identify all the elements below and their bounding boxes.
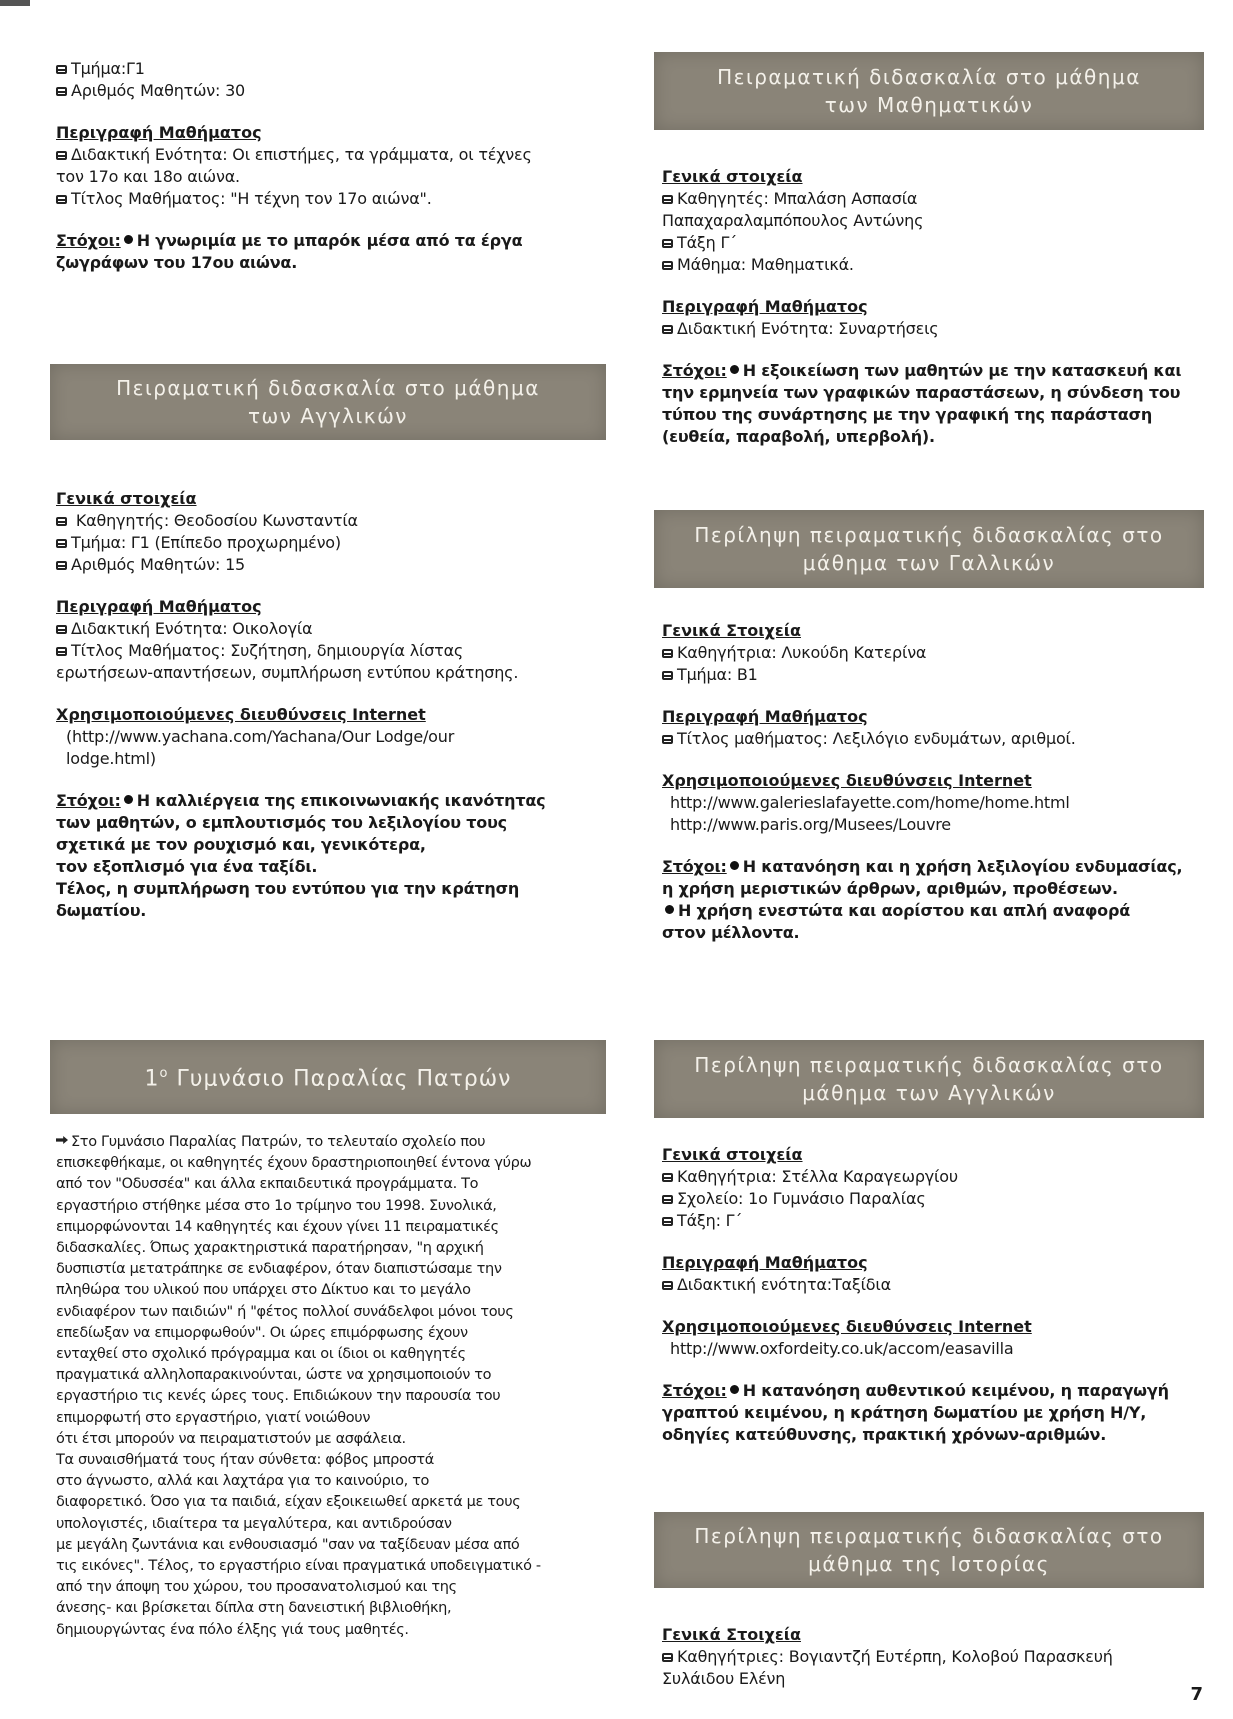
description-line: Τίτλος Μαθήματος: "Η τέχνη τον 17ο αιώνα". [56, 188, 606, 210]
keyboard-bullet-icon [662, 1281, 673, 1290]
text-line: πραγματικά αλληλοπαρακινούνται, ώστε να χρησιμοποιούν το [56, 1367, 492, 1384]
internet-heading: Χρησιμοποιούμενες διευθύνσεις Internet [56, 705, 426, 724]
bullet-dot-icon [665, 905, 674, 914]
left-top-block [56, 58, 606, 274]
text-line: από τον "Οδυσσέα" και άλλα εκπαιδευτικά προγράμματα. Το [56, 1176, 479, 1193]
goals-line: την ερμηνεία των γραφικών παραστάσεων, η σύνδεση του [662, 383, 1181, 402]
english-section [56, 488, 606, 922]
keyboard-bullet-icon [662, 195, 673, 204]
english-banner [50, 364, 606, 440]
internet-heading: Χρησιμοποιούμενες διευθύνσεις Internet [662, 771, 1032, 790]
goals-line: Στόχοι: Η εξοικείωση των μαθητών με την κατασκευή και [662, 361, 1182, 380]
text-line: στο άγνωστο, αλλά και λαχτάρα για το καινούριο, το [56, 1473, 430, 1490]
banner-line: μάθημα των Γαλλικών [802, 551, 1056, 575]
text-line: Στο Γυμνάσιο Παραλίας Πατρών, το τελευταίο σχολείο που [56, 1132, 606, 1153]
general-item: Καθηγήτρια: Λυκούδη Κατερίνα [662, 642, 1202, 664]
text-line: επιμορφωτή στο εργαστήριο, γιατί νοιώθουν [56, 1409, 371, 1426]
goals-line: δωματίου. [56, 901, 147, 920]
keyboard-bullet-icon [56, 539, 67, 548]
text-line: δημιουργώντας ένα πόλο έλξης γιά τους μαθητές. [56, 1621, 409, 1638]
text-line: δυσπιστία μετατράπηκε σε ενδιαφέρον, όταν διαπιστώσαμε την [56, 1261, 502, 1278]
keyboard-bullet-icon [662, 1173, 673, 1182]
keyboard-bullet-icon [662, 671, 673, 680]
general-item: Σχολείο: 1ο Γυμνάσιο Παραλίας [662, 1188, 1202, 1210]
text-line: ενδιαφέρον των παιδιών" ή "φέτος πολλοί συνάδελφοι μόνοι τους [56, 1303, 514, 1320]
keyboard-bullet-icon [662, 1195, 673, 1204]
goals-label: Στόχοι: [662, 857, 727, 876]
goals-line: Στόχοι: Η κατανόηση αυθεντικού κειμένου, η παραγωγή [662, 1381, 1169, 1400]
internet-url[interactable]: http://www.paris.org/Musees/Louvre [670, 815, 951, 834]
goals-line: η χρήση μεριστικών άρθρων, αριθμών, προθέσεων. [662, 879, 1118, 898]
french-section [662, 620, 1202, 944]
keyboard-bullet-icon [662, 239, 673, 248]
goals-label: Στόχοι: [56, 791, 121, 810]
banner-line: Πειραματική διδασκαλία στο μάθημα [116, 376, 540, 400]
text-line: επιμορφώνονται 14 καθηγητές και έχουν γίνει 11 πειραματικές [56, 1218, 499, 1235]
general-heading: Γενικά στοιχεία [662, 167, 803, 186]
keyboard-bullet-icon [662, 1653, 673, 1662]
text-line: ενταχθεί στο σχολικό πρόγραμμα και οι ίδιοι οι καθηγητές [56, 1346, 466, 1363]
banner-line: Περίληψη πειραματικής διδασκαλίας στο [694, 1524, 1164, 1548]
corner-mark [0, 0, 30, 6]
description-line: Τίτλος μαθήματος: Λεξιλόγιο ενδυμάτων, αριθμοί. [662, 728, 1202, 750]
gymnasium-text [56, 1132, 606, 1641]
text-line: Τα συναισθήματά τους ήταν σύνθετα: φόβος μπροστά [56, 1452, 434, 1469]
general-heading: Γενικά Στοιχεία [662, 1625, 801, 1644]
arrow-right-icon [56, 1136, 68, 1144]
text-line: τις εικόνες". Τέλος, το εργαστήριο είναι πραγματικά υποδειγματικό - [56, 1558, 541, 1575]
gymnasium-banner [50, 1040, 606, 1114]
text-line: με μεγάλη ζωντάνια και ενθουσιασμό "σαν να ταξίδευαν μέσα από [56, 1536, 520, 1553]
description-line: Διδακτική ενότητα:Ταξίδια [662, 1274, 1202, 1296]
bullet-dot-icon [730, 365, 739, 374]
goals-label: Στόχοι: [56, 231, 121, 250]
description-heading: Περιγραφή Μαθήματος [662, 297, 868, 316]
keyboard-bullet-icon [662, 735, 673, 744]
goals-label: Στόχοι: [662, 361, 727, 380]
page-number: 7 [1190, 1684, 1203, 1705]
goals-line: Στόχοι: Η γνωριμία με το μπαρόκ μέσα από τα έργα [56, 231, 523, 250]
general-item: Τάξη: Γ΄ [662, 1210, 1202, 1232]
english2-section [662, 1144, 1202, 1446]
text-line: υπολογιστές, ιδιαίτερα τα μεγαλύτερα, και αντιδρούσαν [56, 1515, 452, 1532]
keyboard-bullet-icon [56, 561, 67, 570]
goals-line: Η χρήση ενεστώτα και αορίστου και απλή αναφορά [662, 900, 1202, 922]
text-line: επεδίωξαν να επιμορφωθούν". Οι ώρες επιμόρφωσης έχουν [56, 1324, 468, 1341]
banner-line: μάθημα της Ιστορίας [808, 1552, 1050, 1576]
general-item: Αριθμός Μαθητών: 15 [56, 554, 606, 576]
internet-url[interactable]: http://www.galerieslafayette.com/home/home.html [670, 793, 1070, 812]
goals-line: (ευθεία, παραβολή, υπερβολή). [662, 427, 935, 446]
text-line: εργαστήριο τις κενές ώρες τους. Επιδιώκουν την παρουσία του [56, 1388, 501, 1405]
text-line: από την άποψη του χώρου, του προσανατολισμού και της [56, 1579, 457, 1596]
text-line: πληθώρα του υλικού που υπάρχει στο Δίκτυο και το μεγάλο [56, 1282, 471, 1299]
internet-url[interactable]: (http://www.yachana.com/Yachana/Our Lodge/our [66, 727, 455, 746]
goals-line: στον μέλλοντα. [662, 923, 800, 942]
general-item: Τμήμα:Γ1 [56, 58, 606, 80]
goals-label: Στόχοι: [662, 1381, 727, 1400]
text-line: εργαστήριο στήθηκε μέσα στο 1ο τρίμηνο του 1998. Συνολικά, [56, 1197, 497, 1214]
goals-line: Στόχοι: Η κατανόηση και η χρήση λεξιλογίου ενδυμασίας, [662, 857, 1183, 876]
banner-line: Περίληψη πειραματικής διδασκαλίας στο [694, 523, 1164, 547]
english2-banner [654, 1040, 1204, 1118]
general-item: Καθηγήτριες: Βογιαντζή Ευτέρπη, Κολοβού Παρασκευή [662, 1646, 1202, 1668]
internet-url[interactable]: http://www.oxfordeity.co.uk/accom/easavilla [670, 1339, 1014, 1358]
general-heading: Γενικά Στοιχεία [662, 621, 801, 640]
banner-line: Περίληψη πειραματικής διδασκαλίας στο [694, 1053, 1164, 1077]
keyboard-bullet-icon [56, 625, 67, 634]
general-heading: Γενικά στοιχεία [56, 489, 197, 508]
banner-line: μάθημα των Αγγλικών [802, 1081, 1056, 1105]
goals-line: τύπου της συνάρτησης με την γραφική της παράσταση [662, 405, 1153, 424]
keyboard-bullet-icon [56, 87, 67, 96]
general-item: Καθηγήτρια: Στέλλα Καραγεωργίου [662, 1166, 1202, 1188]
general-item: Τμήμα: Β1 [662, 664, 1202, 686]
keyboard-bullet-icon [662, 261, 673, 270]
bullet-dot-icon [730, 861, 739, 870]
keyboard-bullet-icon [56, 517, 67, 526]
keyboard-bullet-icon [56, 195, 67, 204]
keyboard-bullet-icon [56, 151, 67, 160]
goals-line: Τέλος, η συμπλήρωση του εντύπου για την κράτηση [56, 879, 520, 898]
french-banner [654, 510, 1204, 588]
math-banner [654, 52, 1204, 130]
description-heading: Περιγραφή Μαθήματος [662, 707, 868, 726]
description-line: τον 17ο και 18ο αιώνα. [56, 167, 240, 186]
goals-line: γραπτού κειμένου, η κράτηση δωματίου με χρήση Η/Υ, [662, 1403, 1147, 1422]
goals-line: σχετικά με τον ρουχισμό και, γενικότερα, [56, 835, 426, 854]
general-item: Αριθμός Μαθητών: 30 [56, 80, 606, 102]
general-item: Μάθημα: Μαθηματικά. [662, 254, 1202, 276]
bullet-dot-icon [124, 795, 133, 804]
description-heading: Περιγραφή Μαθήματος [56, 597, 262, 616]
internet-heading: Χρησιμοποιούμενες διευθύνσεις Internet [662, 1317, 1032, 1336]
goals-line: τον εξοπλισμό για ένα ταξίδι. [56, 857, 318, 876]
description-heading: Περιγραφή Μαθήματος [56, 123, 262, 142]
goals-line: οδηγίες κατεύθυνσης, πρακτική χρόνων-αριθμών. [662, 1425, 1107, 1444]
keyboard-bullet-icon [56, 65, 67, 74]
math-section [662, 166, 1202, 448]
general-heading: Γενικά στοιχεία [662, 1145, 803, 1164]
bullet-dot-icon [124, 235, 133, 244]
general-item: Τμήμα: Γ1 (Επίπεδο προχωρημένο) [56, 532, 606, 554]
description-heading: Περιγραφή Μαθήματος [662, 1253, 868, 1272]
banner-line: των Μαθηματικών [824, 93, 1034, 117]
general-item: Συλάιδου Ελένη [662, 1669, 786, 1688]
history-banner [654, 1512, 1204, 1588]
keyboard-bullet-icon [662, 649, 673, 658]
general-item: Παπαχαραλαμπόπουλος Αντώνης [662, 211, 924, 230]
description-line: Τίτλος Μαθήματος: Συζήτηση, δημιουργία λίστας [56, 640, 606, 662]
history-section [662, 1624, 1202, 1690]
description-line: Διδακτική Ενότητα: Οι επιστήμες, τα γράμματα, οι τέχνες [56, 144, 606, 166]
banner-line: Πειραματική διδασκαλία στο μάθημα [717, 65, 1141, 89]
keyboard-bullet-icon [662, 325, 673, 334]
bullet-dot-icon [730, 1385, 739, 1394]
goals-line: ζωγράφων του 17ου αιώνα. [56, 253, 298, 272]
text-line: άνεσης- και βρίσκεται δίπλα στη δανειστική βιβλιοθήκη, [56, 1600, 452, 1617]
general-item: Καθηγητές: Μπαλάση Ασπασία [662, 188, 1202, 210]
text-line: ότι έτσι μπορούν να πειραματιστούν με ασφάλεια. [56, 1430, 406, 1447]
keyboard-bullet-icon [662, 1217, 673, 1226]
general-item: Καθηγητής: Θεοδοσίου Κωνσταντία [56, 510, 606, 532]
text-line: διδασκαλίες. Όπως χαρακτηριστικά παρατήρησαν, "η αρχική [56, 1240, 484, 1257]
description-line: ερωτήσεων-απαντήσεων, συμπλήρωση εντύπου κράτησης. [56, 663, 519, 682]
banner-line: των Αγγλικών [248, 404, 408, 428]
text-line: διαφορετικό. Όσο για τα παιδιά, είχαν εξοικειωθεί αρκετά με τους [56, 1494, 521, 1511]
keyboard-bullet-icon [56, 647, 67, 656]
banner-line: $1^o$ Γυμνάσιο Παραλίας Πατρών [144, 1066, 512, 1092]
goals-line: Στόχοι: Η καλλιέργεια της επικοινωνιακής ικανότητας [56, 791, 546, 810]
description-line: Διδακτική Ενότητα: Συναρτήσεις [662, 318, 1202, 340]
general-item: Τάξη Γ΄ [662, 232, 1202, 254]
text-line: επισκεφθήκαμε, οι καθηγητές έχουν δραστηριοποιηθεί έντονα γύρω [56, 1155, 532, 1172]
internet-url[interactable]: lodge.html) [66, 749, 156, 768]
description-line: Διδακτική Ενότητα: Οικολογία [56, 618, 606, 640]
goals-line: των μαθητών, ο εμπλουτισμός του λεξιλογίου τους [56, 813, 507, 832]
